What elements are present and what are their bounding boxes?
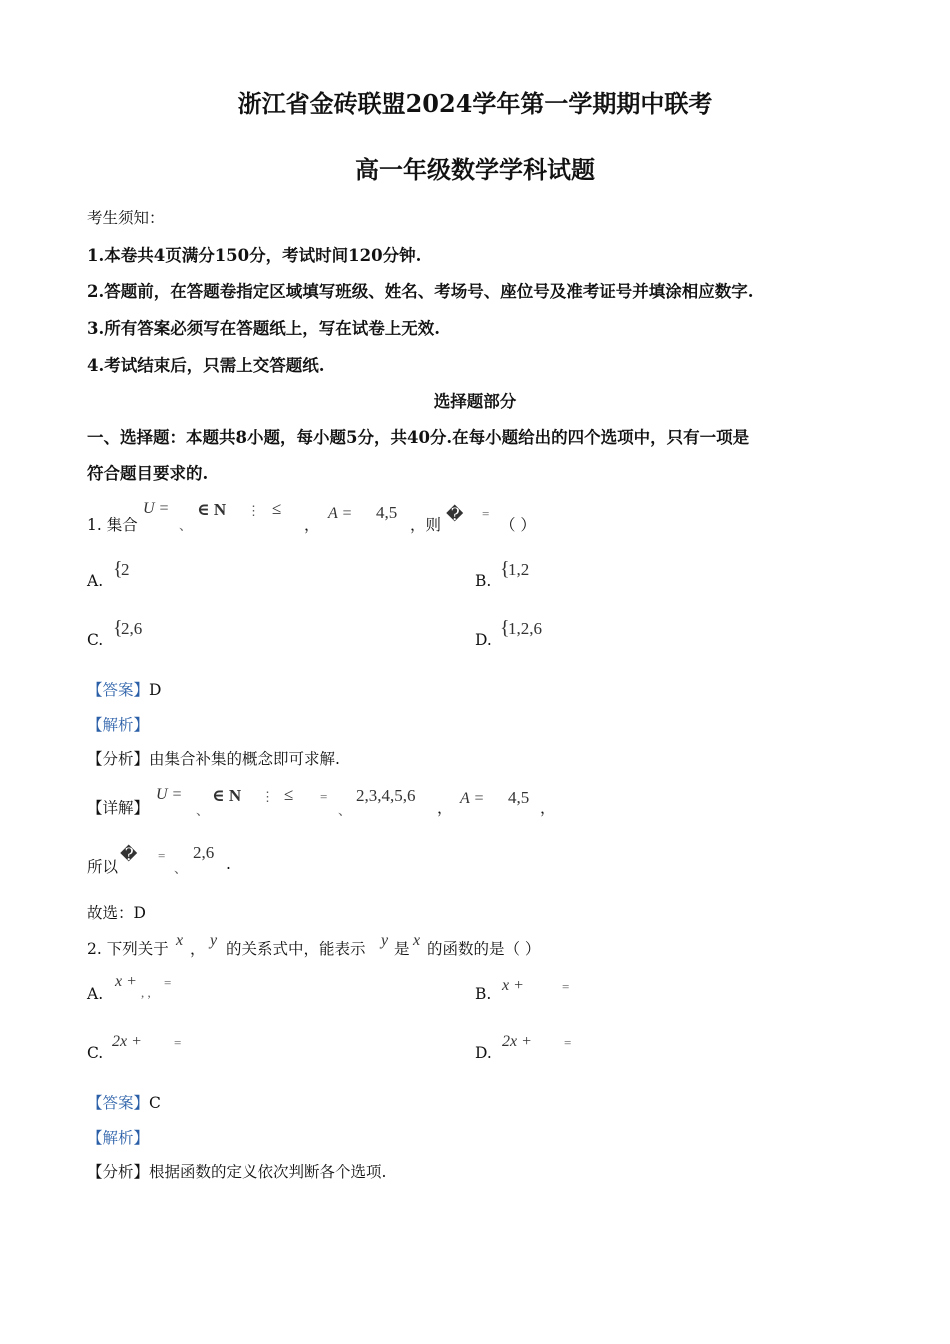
q2-option-a-eq: = <box>164 975 172 990</box>
q2-end: 的函数的是（ ） <box>427 940 541 958</box>
q2-option-c-label: C. <box>87 1044 104 1062</box>
q1-detail-a: A = <box>460 790 485 807</box>
q1-fenxi <box>87 747 340 769</box>
q1-detail-a-vals: 4,5 <box>508 788 530 807</box>
q1-guxuan: 故选：D <box>87 904 146 922</box>
q2-option-d-label: D. <box>475 1044 492 1062</box>
q1-detail-mark2: 、 <box>338 803 352 818</box>
q1-suoyi-glyph: � <box>120 845 138 864</box>
q2-x: x <box>176 932 184 949</box>
q2-answer-value: C <box>149 1094 161 1112</box>
q1-set-u: U = <box>143 500 170 517</box>
q1-suoyi-eq: = <box>158 848 166 863</box>
q1-option-a-value: 2 <box>121 560 130 579</box>
exam-subtitle: 高一年级数学学科试题 <box>355 155 595 184</box>
q1-detail-comma: ， <box>437 799 453 817</box>
q1-answer <box>87 678 161 700</box>
section-instruction-line2: 符合题目要求的. <box>87 464 209 483</box>
q1-detail-comma2: ， <box>540 799 556 817</box>
q1-option-a-brace: { <box>113 558 123 580</box>
q1-option-a-label: A. <box>87 572 104 590</box>
notice-item-1: 1.本卷共4页满分150分，考试时间120分钟. <box>87 246 422 265</box>
q2-shi: 是 <box>394 940 410 958</box>
q2-option-a-label: A. <box>87 985 104 1003</box>
q2-y: y <box>210 932 218 949</box>
q1-answer-tag: 【答案】 <box>87 681 150 699</box>
q1-fenxi-tag: 【分析】 <box>87 750 150 768</box>
q1-detail-in-n: ∈ N <box>212 786 242 805</box>
q2-comma: ， <box>190 940 206 958</box>
q1-in-n: ∈ N <box>197 500 227 519</box>
q1-option-d-brace: { <box>500 617 510 639</box>
q1-set-a: A = <box>328 505 353 522</box>
q1-detail-vals: 2,3,4,5,6 <box>356 786 416 805</box>
exam-title: 浙江省金砖联盟2024学年第一学期期中联考 <box>237 89 713 118</box>
q2-prefix: 2. 下列关于 <box>87 940 169 958</box>
q1-comma: ， <box>304 516 320 534</box>
q1-mid-mark: ⋮ <box>247 503 260 518</box>
q2-answer <box>87 1091 161 1113</box>
q2-fenxi <box>87 1160 386 1182</box>
q1-le: ≤ <box>272 499 282 518</box>
q2-option-c-eq: = <box>174 1035 182 1050</box>
q1-option-b-label: B. <box>475 572 492 590</box>
q1-detail-mid-mark: ⋮ <box>261 789 274 804</box>
q1-option-c-brace: { <box>113 617 123 639</box>
q1-option-b-brace: { <box>500 558 510 580</box>
q1-detail-eq: = <box>320 789 328 804</box>
q2-option-d-eq: = <box>564 1035 572 1050</box>
q1-option-c-value: 2,6 <box>121 619 143 638</box>
q1-fenxi-text: 由集合补集的概念即可求解. <box>149 750 340 768</box>
q2-fenxi-tag: 【分析】 <box>87 1163 150 1181</box>
q1-eq: = <box>482 506 490 521</box>
notice-item-2: 2.答题前，在答题卷指定区域填写班级、姓名、考场号、座位号及准考证号并填涂相应数字. <box>87 282 754 301</box>
q1-option-d-label: D. <box>475 631 492 649</box>
q1-detail-u: U = <box>156 786 183 803</box>
notice-heading: 考生须知： <box>87 209 165 227</box>
q2-option-c-expr: 2x + <box>112 1033 142 1050</box>
q1-brace-mark: 、 <box>179 518 193 533</box>
q2-option-d-expr: 2x + <box>502 1033 532 1050</box>
q1-analysis-tag: 【解析】 <box>87 716 150 734</box>
notice-item-4: 4.考试结束后，只需上交答题纸. <box>87 356 325 375</box>
q2-option-b-label: B. <box>475 985 492 1003</box>
q1-then: ，则 <box>410 516 442 534</box>
q1-answer-value: D <box>149 681 162 699</box>
q1-option-d-value: 1,2,6 <box>508 619 542 638</box>
q2-y2: y <box>381 932 389 949</box>
q1-suoyi: 所以 <box>87 858 119 876</box>
q1-detail-le: ≤ <box>284 785 294 804</box>
part-title: 选择题部分 <box>433 392 517 411</box>
q2-option-b-expr: x + <box>502 977 524 994</box>
q2-option-a-mark: , , <box>141 985 151 1000</box>
q1-a-vals: 4,5 <box>376 503 398 522</box>
q1-detail-mark: 、 <box>196 803 210 818</box>
q1-prefix: 1. 集合 <box>87 516 138 534</box>
q2-option-b-eq: = <box>562 979 570 994</box>
q1-suoyi-mark: 、 <box>174 861 188 876</box>
q2-analysis-tag: 【解析】 <box>87 1129 150 1147</box>
q1-option-c-label: C. <box>87 631 104 649</box>
q1-complement-glyph: � <box>446 505 464 524</box>
q2-option-a-expr: x + <box>115 973 137 990</box>
q1-option-b-value: 1,2 <box>508 560 530 579</box>
q2-fenxi-text: 根据函数的定义依次判断各个选项. <box>149 1163 387 1181</box>
q1-suoyi-end: . <box>226 855 231 873</box>
q1-detail-tag: 【详解】 <box>87 799 150 817</box>
q1-suoyi-vals: 2,6 <box>193 843 215 862</box>
q2-answer-tag: 【答案】 <box>87 1094 150 1112</box>
section-instruction-line1: 一、选择题：本题共8小题，每小题5分，共40分.在每小题给出的四个选项中，只有一项是 <box>87 428 750 447</box>
q1-paren: （ ） <box>500 516 536 534</box>
q2-mid: 的关系式中，能表示 <box>226 940 366 958</box>
q2-x2: x <box>413 932 421 949</box>
notice-item-3: 3.所有答案必须写在答题纸上，写在试卷上无效. <box>87 319 440 338</box>
